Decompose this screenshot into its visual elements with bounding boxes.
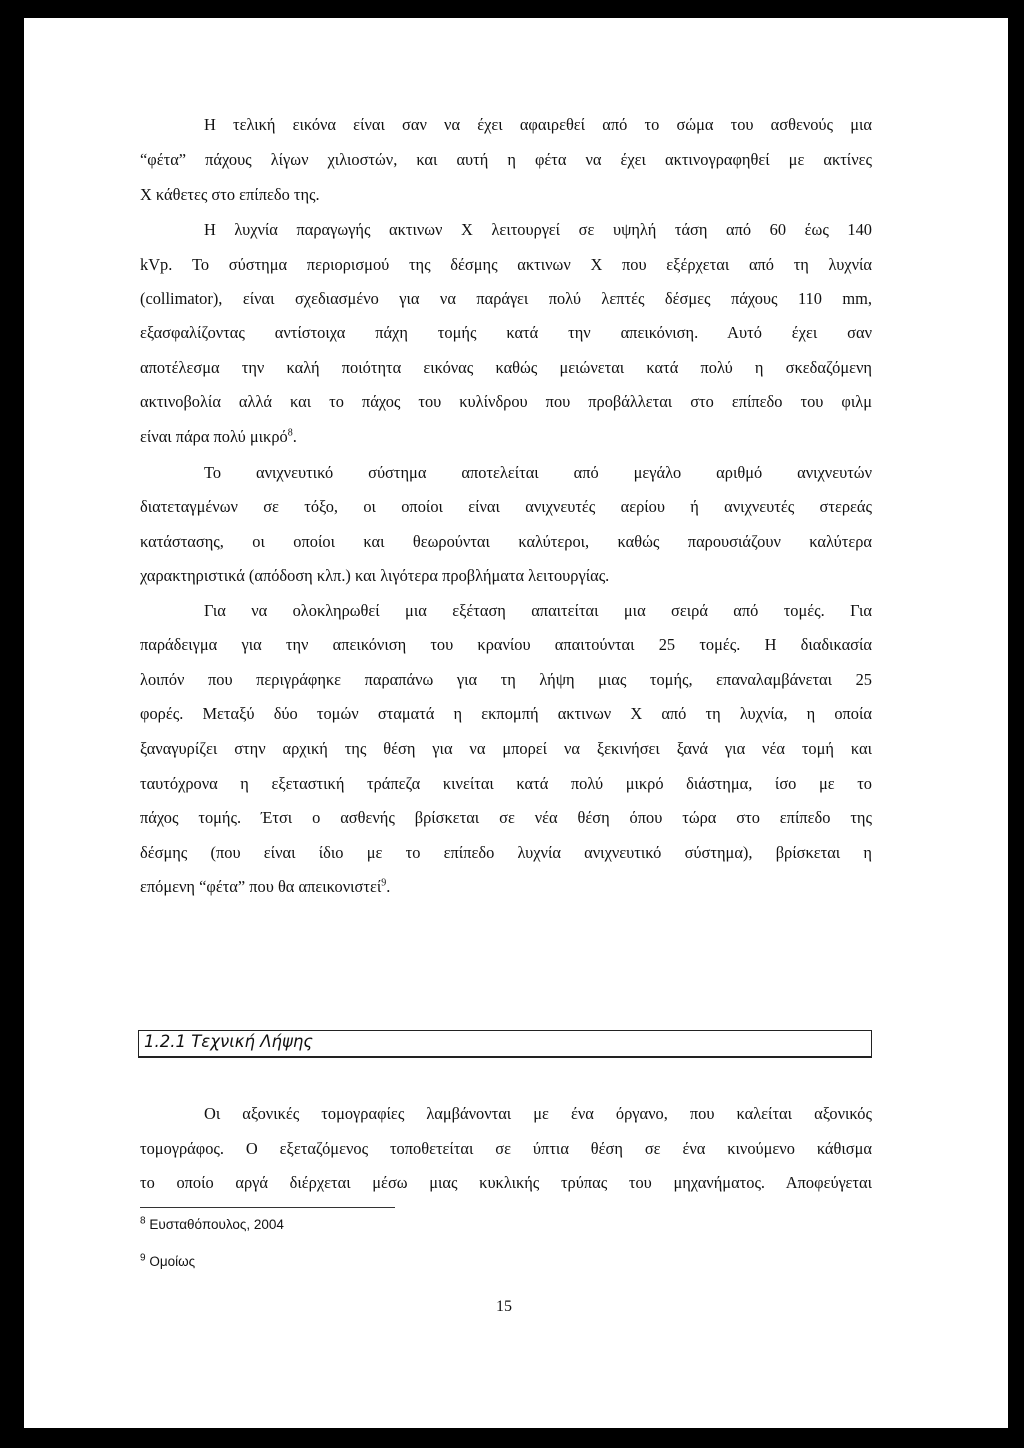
text-line: παράδειγμα για την απεικόνιση του κρανίου απαιτούνται 25 τομές. Η διαδικασία (140, 635, 872, 654)
footnote-ref: 9 (381, 877, 387, 889)
text-line: εξασφαλίζοντας αντίστοιχα πάχη τομής κατά την απεικόνιση. Αυτό έχει σαν (140, 323, 872, 342)
footnote-text: Ομοίως (149, 1254, 196, 1269)
text-line: αποτέλεσμα την καλή ποιότητα εικόνας καθώς μειώνεται κατά πολύ η σκεδαζόμενη (140, 358, 872, 377)
footnote-9 (140, 1254, 195, 1269)
text-line: Το ανιχνευτικό σύστημα αποτελείται από μεγάλο αριθμό ανιχνευτών (204, 463, 872, 482)
text-line: ακτινοβολία αλλά και το πάχος του κυλίνδρου που προβάλλεται στο επίπεδο του φιλμ (140, 392, 872, 411)
footnote-number: 9 (140, 1252, 146, 1264)
footnote-8 (140, 1217, 284, 1232)
footnote-number: 8 (140, 1215, 146, 1227)
text-line: Η τελική εικόνα είναι σαν να έχει αφαιρεθεί από το σώμα του ασθενούς μια (204, 115, 872, 134)
text-line: πάχος τομής. Έτσι ο ασθενής βρίσκεται σε νέα θέση όπου τώρα στο επίπεδο της (140, 808, 872, 827)
footnote-text: Ευσταθόπουλος, 2004 (149, 1217, 284, 1232)
text-line: “φέτα” πάχους λίγων χιλιοστών, και αυτή η φέτα να έχει ακτινογραφηθεί με ακτίνες (140, 150, 872, 169)
document-page (24, 18, 1008, 1428)
text-line: διατεταγμένων σε τόξο, οι οποίοι είναι ανιχνευτές αερίου ή ανιχνευτές στερεάς (140, 497, 872, 516)
text-line: επόμενη “φέτα” που θα απεικονιστεί$^9$. (140, 877, 391, 896)
text-line: το οποίο αργά διέρχεται μέσω μιας κυκλικής τρύπας του μηχανήματος. Αποφεύγεται (140, 1173, 872, 1192)
text-span: επόμενη “φέτα” που θα απεικονιστεί (140, 877, 382, 896)
text-line: (collimator), είναι σχεδιασμένο για να παράγει πολύ λεπτές δέσμες πάχους 110 mm, (140, 289, 872, 308)
text-line: Για να ολοκληρωθεί μια εξέταση απαιτείται μια σειρά από τομές. Για (204, 601, 872, 620)
footnote-divider (140, 1207, 395, 1208)
page-number: 15 (496, 1298, 512, 1315)
text-line: κατάστασης, οι οποίοι και θεωρούνται καλύτεροι, καθώς παρουσιάζουν καλύτερα (140, 532, 872, 551)
text-line: τομογράφος. Ο εξεταζόμενος τοποθετείται σε ύπτια θέση σε ένα κινούμενο κάθισμα (140, 1139, 872, 1158)
text-line: λοιπόν που περιγράφηκε παραπάνω για τη λήψη μιας τομής, επαναλαμβάνεται 25 (140, 670, 872, 689)
text-line: ξαναγυρίζει στην αρχική της θέση για να μπορεί να ξεκινήσει ξανά για νέα τομή και (140, 739, 872, 758)
text-line: kVp. Το σύστημα περιορισμού της δέσμης ακτινων Χ που εξέρχεται από τη λυχνία (140, 255, 872, 274)
text-line: ταυτόχρονα η εξεταστική τράπεζα κινείται κατά πολύ μικρό διάστημα, ίσο με το (140, 774, 872, 793)
text-line: δέσμης (που είναι ίδιο με το επίπεδο λυχνία ανιχνευτικό σύστημα), βρίσκεται η (140, 843, 872, 862)
text-line: είναι πάρα πολύ μικρό$^8$. (140, 427, 297, 446)
section-heading: 1.2.1 Τεχνική Λήψης (144, 1032, 313, 1051)
text-line: Χ κάθετες στο επίπεδο της. (140, 185, 320, 204)
section-heading-box (138, 1030, 872, 1058)
text-line: Η λυχνία παραγωγής ακτινων Χ λειτουργεί σε υψηλή τάση από 60 έως 140 (204, 220, 872, 239)
footnote-ref: 8 (287, 427, 293, 439)
text-line: χαρακτηριστικά (απόδοση κλπ.) και λιγότερα προβλήματα λειτουργίας. (140, 566, 610, 585)
text-span: είναι πάρα πολύ μικρό (140, 427, 288, 446)
text-line: Οι αξονικές τομογραφίες λαμβάνονται με ένα όργανο, που καλείται αξονικός (204, 1104, 872, 1123)
text-line: φορές. Μεταξύ δύο τομών σταματά η εκπομπή ακτινων Χ από τη λυχνία, η οποία (140, 704, 872, 723)
